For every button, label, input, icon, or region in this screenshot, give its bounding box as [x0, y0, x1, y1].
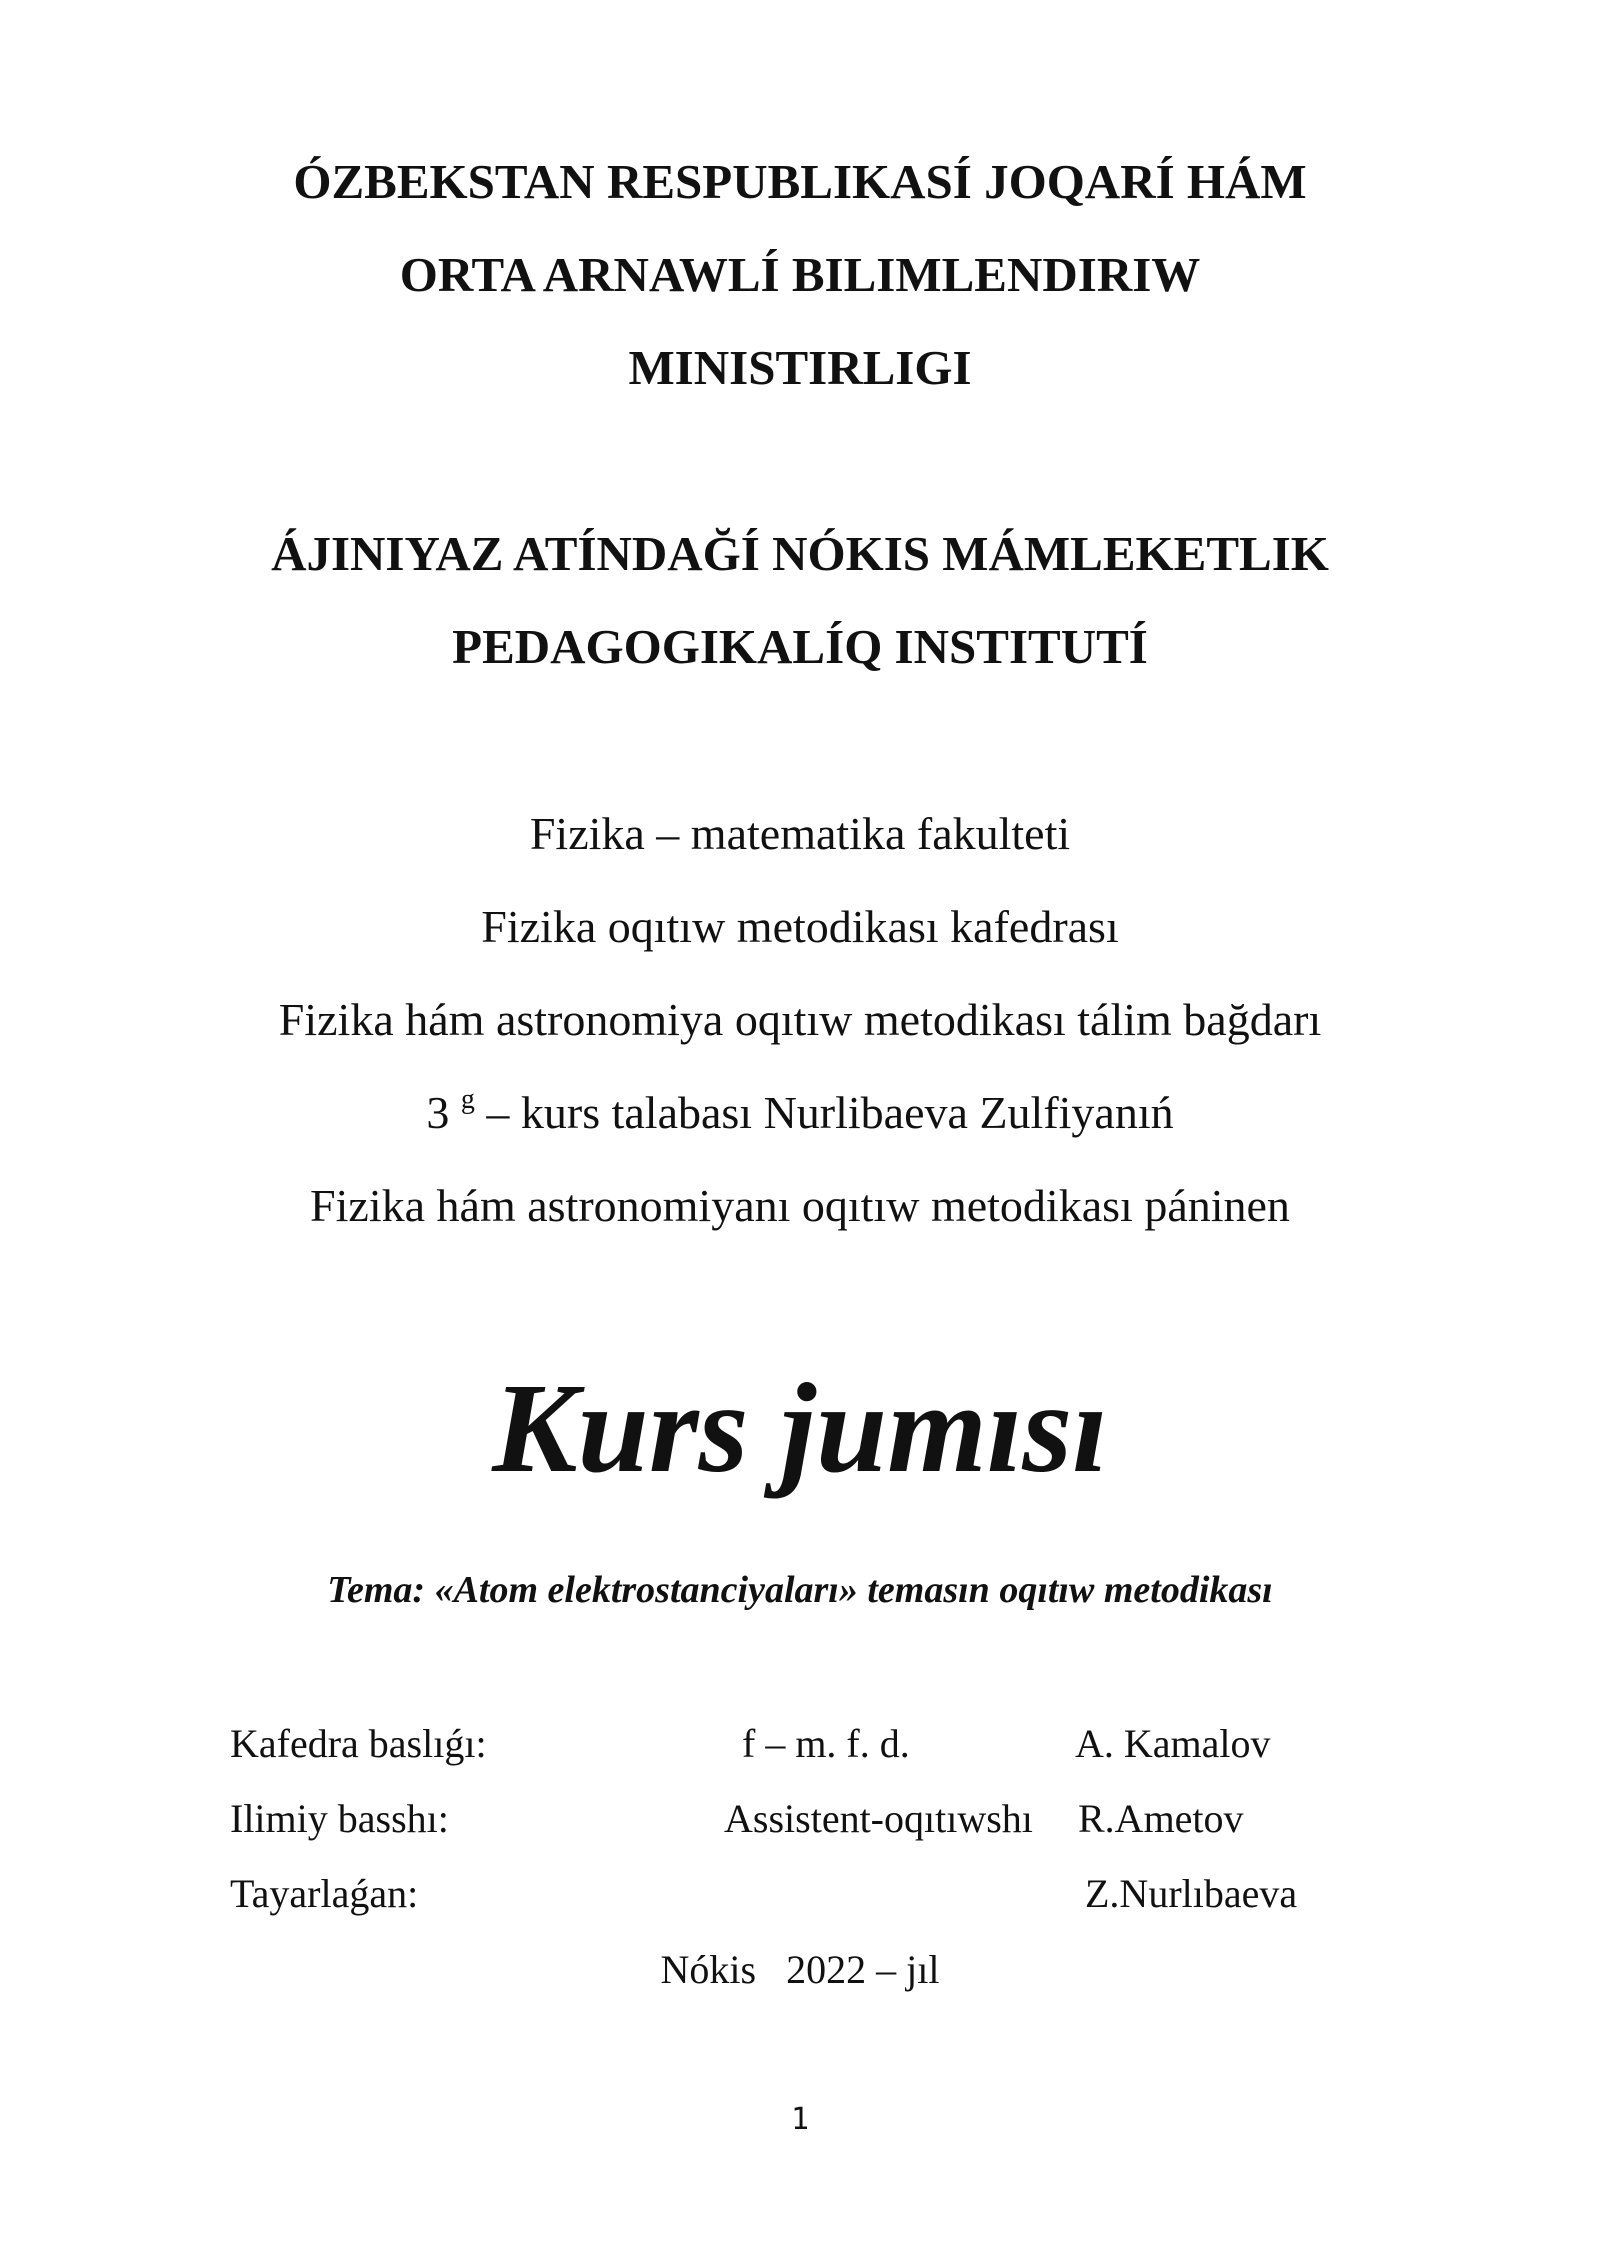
- student-name-text: – kurs talabası Nurlibaeva Zulfiyanıń: [486, 1087, 1174, 1138]
- ministry-heading-line-3: MINISTIRLIGI: [628, 340, 972, 395]
- signature-role-author: Tayarlaǵan:: [230, 1871, 419, 1916]
- signature-name-head: A. Kamalov: [1075, 1721, 1271, 1766]
- document-title: Kurs jumısı: [492, 1357, 1108, 1499]
- signature-name-supervisor: R.Ametov: [1078, 1796, 1244, 1841]
- signature-role-head: Kafedra baslıǵı:: [230, 1721, 487, 1766]
- signature-degree-supervisor: Assistent-oqıtıwshı: [724, 1796, 1033, 1841]
- topic-line: Tema: «Atom elektrostanciyaları» temasın oqıtıw metodikası: [327, 1569, 1273, 1611]
- direction-line: Fizika hám astronomiya oqıtıw metodikası tálim bağdarı: [278, 994, 1322, 1045]
- faculty-line: Fizika – matematika fakulteti: [529, 808, 1071, 859]
- city: Nókis: [660, 1947, 757, 1992]
- ministry-heading-line-1: ÓZBEKSTAN RESPUBLIKASÍ JOQARÍ HÁM: [293, 154, 1307, 209]
- institute-heading-line-2: PEDAGOGIKALÍQ INSTITUTÍ: [452, 619, 1148, 674]
- course-number: 3: [426, 1087, 450, 1138]
- signature-degree-head: f – m. f. d.: [742, 1721, 910, 1766]
- year: 2022 – jıl: [786, 1947, 940, 1992]
- subject-line: Fizika hám astronomiyanı oqıtıw metodikası páninen: [310, 1180, 1290, 1231]
- institute-heading-line-1: ÁJINIYAZ ATÍNDAĞÍ NÓKIS MÁMLEKETLIK: [271, 526, 1329, 581]
- course-letter: g: [460, 1084, 475, 1115]
- signature-name-author: Z.Nurlıbaeva: [1085, 1871, 1298, 1916]
- signature-role-supervisor: Ilimiy basshı:: [230, 1796, 449, 1841]
- city-year-line: [0, 1946, 1600, 1993]
- page-number: 1: [790, 2102, 810, 2137]
- department-line: Fizika oqıtıw metodikası kafedrası: [481, 901, 1119, 952]
- student-line: [0, 1086, 1600, 1139]
- ministry-heading-line-2: ORTA ARNAWLÍ BILIMLENDIRIW: [399, 247, 1201, 302]
